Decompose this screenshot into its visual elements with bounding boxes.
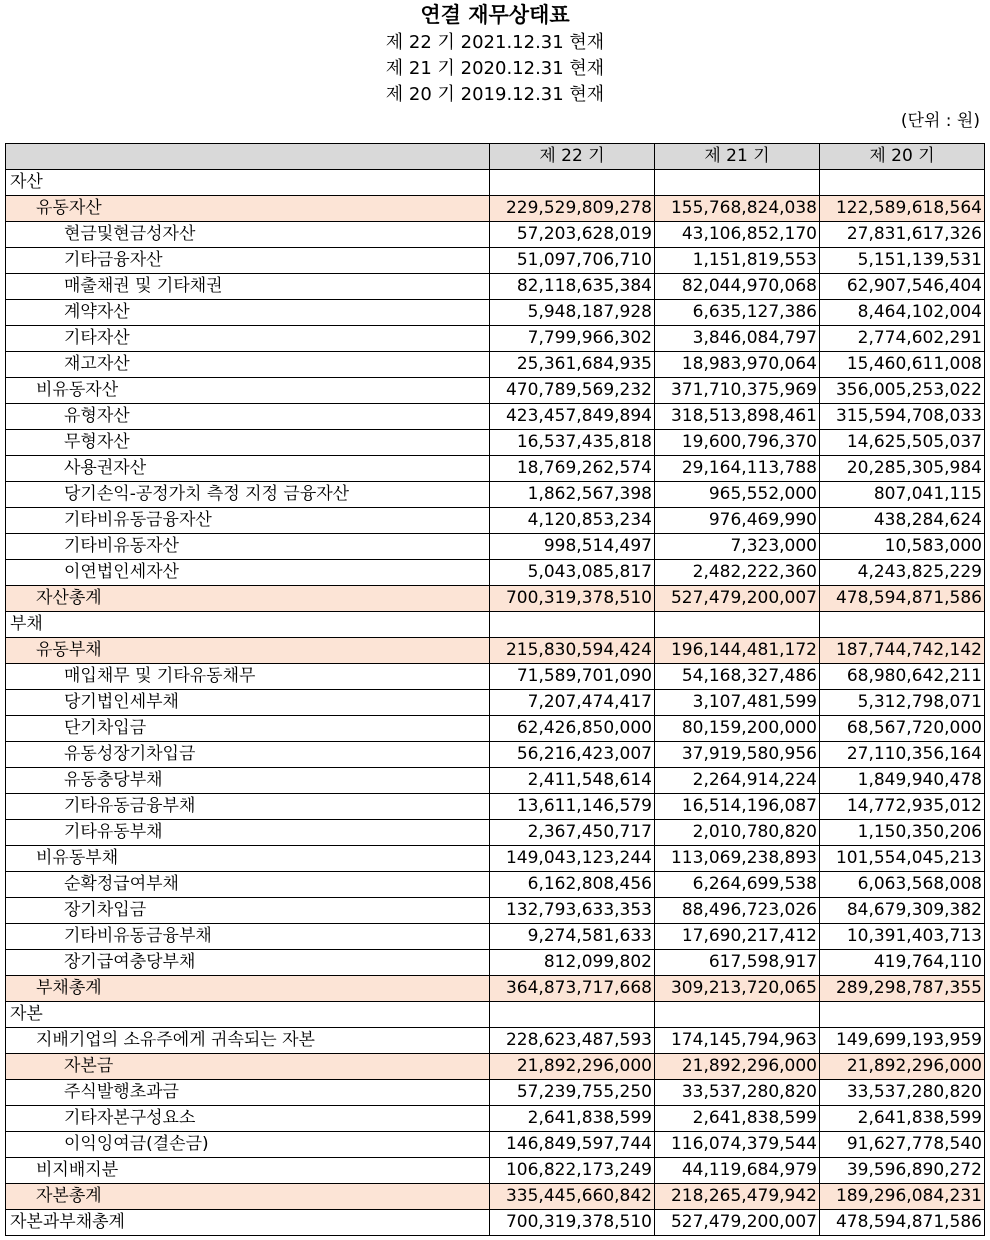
value-period-21: 88,496,723,026 [655, 898, 820, 924]
table-row [6, 1184, 985, 1210]
table-row [6, 690, 985, 716]
value-period-20: 68,980,642,211 [820, 664, 985, 690]
value-period-22: 57,239,755,250 [490, 1080, 655, 1106]
value-period-22: 13,611,146,579 [490, 794, 655, 820]
value-period-21: 218,265,479,942 [655, 1184, 820, 1210]
account-label: 당기손익-공정가치 측정 지정 금융자산 [6, 482, 490, 508]
table-row [6, 924, 985, 950]
table-row [6, 560, 985, 586]
table-row [6, 612, 985, 638]
value-period-21: 318,513,898,461 [655, 404, 820, 430]
table-header-row [6, 144, 985, 170]
value-period-21: 7,323,000 [655, 534, 820, 560]
value-period-20: 122,589,618,564 [820, 196, 985, 222]
value-period-20: 21,892,296,000 [820, 1054, 985, 1080]
header-account [6, 144, 490, 170]
table-row [6, 820, 985, 846]
account-label: 부채총계 [6, 976, 490, 1002]
account-label: 부채 [6, 612, 490, 638]
account-label: 무형자산 [6, 430, 490, 456]
value-period-22: 2,411,548,614 [490, 768, 655, 794]
value-period-22: 106,822,173,249 [490, 1158, 655, 1184]
value-period-22: 2,367,450,717 [490, 820, 655, 846]
account-label: 현금및현금성자산 [6, 222, 490, 248]
table-row [6, 196, 985, 222]
value-period-20: 10,583,000 [820, 534, 985, 560]
value-period-21: 80,159,200,000 [655, 716, 820, 742]
value-period-21: 174,145,794,963 [655, 1028, 820, 1054]
value-period-20 [820, 612, 985, 638]
value-period-22: 423,457,849,894 [490, 404, 655, 430]
table-row [6, 1158, 985, 1184]
value-period-22: 7,799,966,302 [490, 326, 655, 352]
table-row [6, 664, 985, 690]
account-label: 유동성장기차입금 [6, 742, 490, 768]
value-period-20: 807,041,115 [820, 482, 985, 508]
account-label: 당기법인세부채 [6, 690, 490, 716]
value-period-21: 18,983,970,064 [655, 352, 820, 378]
value-period-22 [490, 170, 655, 196]
account-label: 매입채무 및 기타유동채무 [6, 664, 490, 690]
value-period-21: 617,598,917 [655, 950, 820, 976]
value-period-20: 289,298,787,355 [820, 976, 985, 1002]
value-period-21 [655, 1002, 820, 1028]
value-period-20: 5,151,139,531 [820, 248, 985, 274]
value-period-22: 25,361,684,935 [490, 352, 655, 378]
account-label: 비유동자산 [6, 378, 490, 404]
value-period-21: 2,641,838,599 [655, 1106, 820, 1132]
account-label: 기타자본구성요소 [6, 1106, 490, 1132]
value-period-22: 16,537,435,818 [490, 430, 655, 456]
table-row [6, 768, 985, 794]
value-period-21 [655, 170, 820, 196]
value-period-20: 39,596,890,272 [820, 1158, 985, 1184]
account-label: 자산총계 [6, 586, 490, 612]
value-period-20: 478,594,871,586 [820, 586, 985, 612]
value-period-21: 116,074,379,544 [655, 1132, 820, 1158]
value-period-21: 196,144,481,172 [655, 638, 820, 664]
value-period-21: 2,264,914,224 [655, 768, 820, 794]
value-period-20: 14,625,505,037 [820, 430, 985, 456]
value-period-20: 419,764,110 [820, 950, 985, 976]
table-row [6, 976, 985, 1002]
value-period-22: 335,445,660,842 [490, 1184, 655, 1210]
account-label: 이연법인세자산 [6, 560, 490, 586]
account-label: 자본과부채총계 [6, 1210, 490, 1236]
table-row [6, 456, 985, 482]
value-period-20: 84,679,309,382 [820, 898, 985, 924]
period-line-21: 제 21 기 2020.12.31 현재 [385, 58, 605, 79]
value-period-21: 54,168,327,486 [655, 664, 820, 690]
value-period-20: 438,284,624 [820, 508, 985, 534]
account-label: 자본금 [6, 1054, 490, 1080]
value-period-21: 37,919,580,956 [655, 742, 820, 768]
value-period-22: 470,789,569,232 [490, 378, 655, 404]
value-period-21: 965,552,000 [655, 482, 820, 508]
account-label: 비유동부채 [6, 846, 490, 872]
value-period-22: 228,623,487,593 [490, 1028, 655, 1054]
account-label: 매출채권 및 기타채권 [6, 274, 490, 300]
account-label: 기타금융자산 [6, 248, 490, 274]
period-line-22: 제 22 기 2021.12.31 현재 [385, 32, 605, 53]
period-line-20: 제 20 기 2019.12.31 현재 [385, 84, 605, 105]
value-period-21: 21,892,296,000 [655, 1054, 820, 1080]
value-period-21: 33,537,280,820 [655, 1080, 820, 1106]
value-period-21: 29,164,113,788 [655, 456, 820, 482]
value-period-22 [490, 1002, 655, 1028]
value-period-22: 700,319,378,510 [490, 586, 655, 612]
table-row [6, 586, 985, 612]
value-period-22: 2,641,838,599 [490, 1106, 655, 1132]
account-label: 자본 [6, 1002, 490, 1028]
table-row [6, 300, 985, 326]
table-row [6, 1210, 985, 1236]
table-row [6, 1028, 985, 1054]
value-period-21: 2,482,222,360 [655, 560, 820, 586]
account-label: 유동충당부채 [6, 768, 490, 794]
table-row [6, 248, 985, 274]
value-period-21: 44,119,684,979 [655, 1158, 820, 1184]
value-period-22: 5,043,085,817 [490, 560, 655, 586]
table-row [6, 404, 985, 430]
value-period-21: 82,044,970,068 [655, 274, 820, 300]
value-period-21: 6,264,699,538 [655, 872, 820, 898]
value-period-21: 309,213,720,065 [655, 976, 820, 1002]
value-period-22: 364,873,717,668 [490, 976, 655, 1002]
value-period-21: 3,846,084,797 [655, 326, 820, 352]
value-period-22: 21,892,296,000 [490, 1054, 655, 1080]
value-period-20: 189,296,084,231 [820, 1184, 985, 1210]
account-label: 단기차입금 [6, 716, 490, 742]
value-period-20: 1,150,350,206 [820, 820, 985, 846]
table-row [6, 1132, 985, 1158]
header-period-21: 제 21 기 [655, 144, 820, 170]
value-period-20: 68,567,720,000 [820, 716, 985, 742]
value-period-21: 2,010,780,820 [655, 820, 820, 846]
account-label: 기타비유동금융부채 [6, 924, 490, 950]
value-period-20: 91,627,778,540 [820, 1132, 985, 1158]
value-period-20: 2,774,602,291 [820, 326, 985, 352]
value-period-20: 1,849,940,478 [820, 768, 985, 794]
table-row [6, 1002, 985, 1028]
table-row [6, 222, 985, 248]
value-period-22: 51,097,706,710 [490, 248, 655, 274]
account-label: 유동자산 [6, 196, 490, 222]
table-row [6, 508, 985, 534]
value-period-21: 527,479,200,007 [655, 1210, 820, 1236]
value-period-21: 43,106,852,170 [655, 222, 820, 248]
value-period-22: 132,793,633,353 [490, 898, 655, 924]
value-period-20: 5,312,798,071 [820, 690, 985, 716]
balance-sheet-table [5, 143, 985, 1236]
value-period-20: 149,699,193,959 [820, 1028, 985, 1054]
value-period-20: 27,831,617,326 [820, 222, 985, 248]
account-label: 이익잉여금(결손금) [6, 1132, 490, 1158]
account-label: 장기급여충당부채 [6, 950, 490, 976]
account-label: 기타유동부채 [6, 820, 490, 846]
value-period-20: 101,554,045,213 [820, 846, 985, 872]
value-period-22: 9,274,581,633 [490, 924, 655, 950]
value-period-22: 812,099,802 [490, 950, 655, 976]
header-period-22: 제 22 기 [490, 144, 655, 170]
value-period-20 [820, 170, 985, 196]
table-row [6, 430, 985, 456]
value-period-20: 356,005,253,022 [820, 378, 985, 404]
account-label: 계약자산 [6, 300, 490, 326]
value-period-21: 1,151,819,553 [655, 248, 820, 274]
value-period-20: 10,391,403,713 [820, 924, 985, 950]
value-period-21 [655, 612, 820, 638]
account-label: 기타유동금융부채 [6, 794, 490, 820]
value-period-20 [820, 1002, 985, 1028]
value-period-20: 20,285,305,984 [820, 456, 985, 482]
table-row [6, 1054, 985, 1080]
table-row [6, 274, 985, 300]
value-period-21: 19,600,796,370 [655, 430, 820, 456]
unit-note: (단위 : 원) [900, 111, 980, 131]
table-row [6, 716, 985, 742]
value-period-20: 27,110,356,164 [820, 742, 985, 768]
value-period-21: 113,069,238,893 [655, 846, 820, 872]
table-row [6, 1106, 985, 1132]
account-label: 사용권자산 [6, 456, 490, 482]
value-period-21: 976,469,990 [655, 508, 820, 534]
value-period-22: 18,769,262,574 [490, 456, 655, 482]
value-period-21: 155,768,824,038 [655, 196, 820, 222]
table-body [6, 170, 985, 1236]
value-period-22: 82,118,635,384 [490, 274, 655, 300]
value-period-21: 17,690,217,412 [655, 924, 820, 950]
statement-title: 연결 재무상태표 [420, 3, 570, 27]
table-row [6, 638, 985, 664]
value-period-22: 146,849,597,744 [490, 1132, 655, 1158]
value-period-20: 62,907,546,404 [820, 274, 985, 300]
account-label: 자산 [6, 170, 490, 196]
account-label: 기타자산 [6, 326, 490, 352]
value-period-20: 6,063,568,008 [820, 872, 985, 898]
table-row [6, 794, 985, 820]
value-period-20: 2,641,838,599 [820, 1106, 985, 1132]
value-period-20: 33,537,280,820 [820, 1080, 985, 1106]
table-row [6, 872, 985, 898]
value-period-21: 371,710,375,969 [655, 378, 820, 404]
value-period-20: 15,460,611,008 [820, 352, 985, 378]
table-row [6, 898, 985, 924]
account-label: 순확정급여부채 [6, 872, 490, 898]
value-period-21: 3,107,481,599 [655, 690, 820, 716]
table-row [6, 326, 985, 352]
account-label: 기타비유동금융자산 [6, 508, 490, 534]
table-row [6, 352, 985, 378]
value-period-22: 7,207,474,417 [490, 690, 655, 716]
account-label: 비지배지분 [6, 1158, 490, 1184]
value-period-22: 4,120,853,234 [490, 508, 655, 534]
value-period-22: 998,514,497 [490, 534, 655, 560]
value-period-22: 5,948,187,928 [490, 300, 655, 326]
account-label: 자본총계 [6, 1184, 490, 1210]
value-period-22: 215,830,594,424 [490, 638, 655, 664]
value-period-20: 8,464,102,004 [820, 300, 985, 326]
value-period-20: 478,594,871,586 [820, 1210, 985, 1236]
value-period-22: 1,862,567,398 [490, 482, 655, 508]
value-period-22: 700,319,378,510 [490, 1210, 655, 1236]
value-period-22: 71,589,701,090 [490, 664, 655, 690]
value-period-20: 14,772,935,012 [820, 794, 985, 820]
account-label: 지배기업의 소유주에게 귀속되는 자본 [6, 1028, 490, 1054]
account-label: 주식발행초과금 [6, 1080, 490, 1106]
account-label: 장기차입금 [6, 898, 490, 924]
value-period-22: 56,216,423,007 [490, 742, 655, 768]
table-row [6, 950, 985, 976]
value-period-20: 315,594,708,033 [820, 404, 985, 430]
table-row [6, 846, 985, 872]
account-label: 재고자산 [6, 352, 490, 378]
account-label: 기타비유동자산 [6, 534, 490, 560]
value-period-22 [490, 612, 655, 638]
table-row [6, 1080, 985, 1106]
value-period-20: 187,744,742,142 [820, 638, 985, 664]
account-label: 유동부채 [6, 638, 490, 664]
value-period-21: 16,514,196,087 [655, 794, 820, 820]
value-period-21: 6,635,127,386 [655, 300, 820, 326]
value-period-21: 527,479,200,007 [655, 586, 820, 612]
value-period-22: 57,203,628,019 [490, 222, 655, 248]
value-period-22: 62,426,850,000 [490, 716, 655, 742]
table-row [6, 534, 985, 560]
table-row [6, 482, 985, 508]
table-row [6, 170, 985, 196]
table-row [6, 742, 985, 768]
document-header [0, 0, 990, 108]
value-period-22: 149,043,123,244 [490, 846, 655, 872]
table-row [6, 378, 985, 404]
value-period-22: 6,162,808,456 [490, 872, 655, 898]
value-period-22: 229,529,809,278 [490, 196, 655, 222]
account-label: 유형자산 [6, 404, 490, 430]
header-period-20: 제 20 기 [820, 144, 985, 170]
value-period-20: 4,243,825,229 [820, 560, 985, 586]
